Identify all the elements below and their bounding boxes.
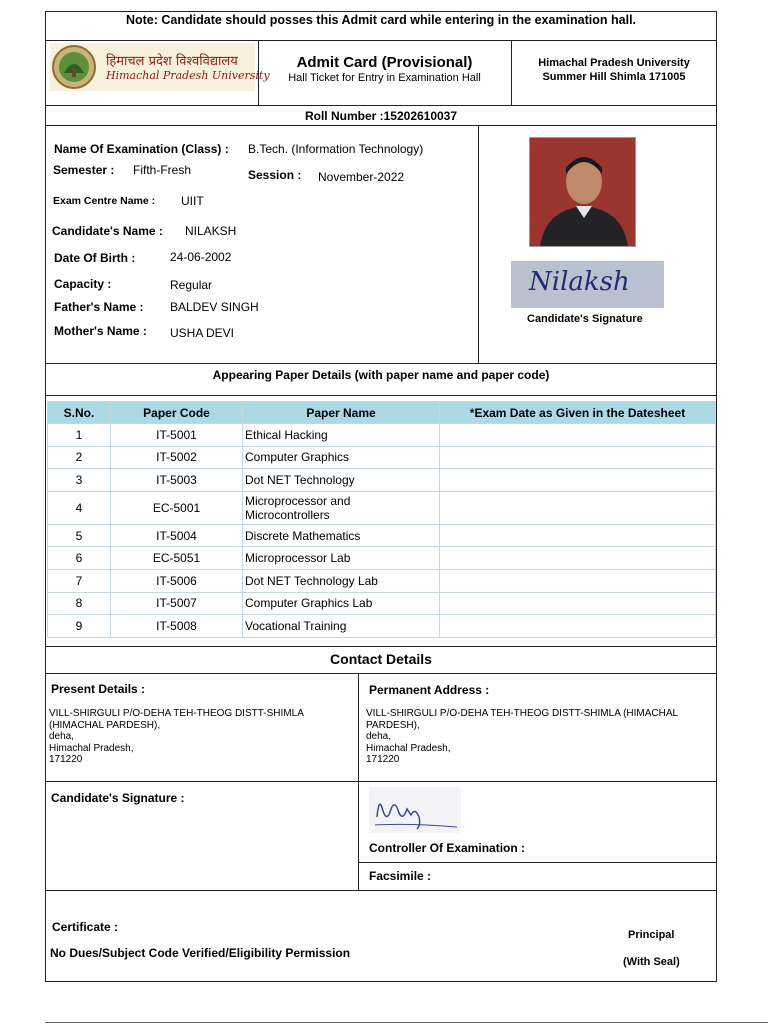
cell-name: Microprocessor Lab <box>243 547 440 570</box>
cell-code: IT-5008 <box>111 615 243 638</box>
cell-code: IT-5006 <box>111 569 243 592</box>
controller-label: Controller Of Examination : <box>369 841 526 855</box>
divider <box>45 673 717 674</box>
cell-sno: 7 <box>48 569 111 592</box>
session-label: Session : <box>248 168 302 182</box>
divider <box>478 125 479 363</box>
table-row <box>48 524 716 547</box>
cell-sno: 9 <box>48 615 111 638</box>
principal-label: Principal <box>628 929 675 941</box>
logo-english-text: Himachal Pradesh University <box>106 69 270 82</box>
cell-date <box>440 615 716 638</box>
cell-code: IT-5002 <box>111 446 243 469</box>
exam-label: Name Of Examination (Class) : <box>54 142 229 156</box>
father-name-label: Father's Name : <box>54 300 144 314</box>
divider <box>45 646 717 647</box>
father-name-value: BALDEV SINGH <box>170 300 259 314</box>
seal-label: (With Seal) <box>623 956 680 968</box>
candidate-signature-image <box>511 261 664 308</box>
signature-scribble: Nilaksh <box>529 267 630 297</box>
col-header-name: Paper Name <box>243 402 440 424</box>
signature-caption: Candidate's Signature <box>527 313 643 325</box>
capacity-label: Capacity : <box>54 277 112 291</box>
cell-name: Discrete Mathematics <box>243 524 440 547</box>
cell-sno: 3 <box>48 469 111 492</box>
certificate-text: No Dues/Subject Code Verified/Eligibility Permission <box>50 946 351 960</box>
contact-heading: Contact Details <box>330 651 432 667</box>
table-row <box>48 569 716 592</box>
emblem-icon <box>50 43 98 91</box>
cell-date <box>440 592 716 615</box>
divider <box>45 105 717 106</box>
roll-number: Roll Number :15202610037 <box>304 109 458 123</box>
cell-date <box>440 569 716 592</box>
cell-code: EC-5001 <box>111 491 243 524</box>
university-logo <box>50 43 270 91</box>
cell-name: Computer Graphics <box>243 446 440 469</box>
table-row <box>48 615 716 638</box>
dob-value: 24-06-2002 <box>170 250 232 264</box>
cell-name: Microprocessor and Microcontrollers <box>243 491 440 524</box>
table-row <box>48 491 716 524</box>
papers-table <box>47 401 716 638</box>
cell-code: IT-5001 <box>111 424 243 447</box>
cell-sno: 2 <box>48 446 111 469</box>
table-row <box>48 592 716 615</box>
cell-sno: 6 <box>48 547 111 570</box>
controller-signature-image <box>369 787 461 833</box>
present-details-label: Present Details : <box>51 682 146 696</box>
cell-sno: 8 <box>48 592 111 615</box>
semester-value: Fifth-Fresh <box>133 163 192 177</box>
table-row <box>48 424 716 447</box>
papers-heading: Appearing Paper Details (with paper name and paper code) <box>212 368 550 382</box>
col-header-date: *Exam Date as Given in the Datesheet <box>440 402 716 424</box>
certificate-label: Certificate : <box>52 920 119 934</box>
divider <box>45 890 717 891</box>
session-value: November-2022 <box>318 170 405 184</box>
facsimile-label: Facsimile : <box>369 869 432 883</box>
divider <box>45 395 717 396</box>
cell-name: Vocational Training <box>243 615 440 638</box>
logo-hindi-text: हिमाचल प्रदेश विश्वविद्यालय <box>106 54 238 69</box>
cell-date <box>440 424 716 447</box>
semester-label: Semester : <box>53 163 115 177</box>
capacity-value: Regular <box>170 278 213 292</box>
permanent-address-label: Permanent Address : <box>369 683 490 697</box>
cell-name: Dot NET Technology Lab <box>243 569 440 592</box>
centre-label: Exam Centre Name : <box>53 195 156 207</box>
university-address: Summer Hill Shimla 171005 <box>542 71 686 83</box>
cell-date <box>440 547 716 570</box>
table-row <box>48 446 716 469</box>
exam-value: B.Tech. (Information Technology) <box>248 142 424 156</box>
candidate-signature-label: Candidate's Signature : <box>51 791 185 805</box>
permanent-address: VILL-SHIRGULI P/O-DEHA TEH-THEOG DISTT-SHIMLA (HIMACHAL PARDESH), deha, Himachal Pradesh, 171220 <box>366 708 679 765</box>
cell-name: Ethical Hacking <box>243 424 440 447</box>
card-subtitle: Hall Ticket for Entry in Examination Hall <box>288 72 481 84</box>
cell-date <box>440 469 716 492</box>
cell-code: IT-5004 <box>111 524 243 547</box>
university-name: Himachal Pradesh University <box>538 57 690 69</box>
candidate-photo <box>529 137 636 247</box>
cell-code: EC-5051 <box>111 547 243 570</box>
present-address: VILL-SHIRGULI P/O-DEHA TEH-THEOG DISTT-SHIMLA (HIMACHAL PARDESH), deha, Himachal Pradesh, 171220 <box>49 708 304 765</box>
page-bottom-rule <box>45 1022 768 1023</box>
centre-value: UIIT <box>181 194 204 208</box>
dob-label: Date Of Birth : <box>54 251 136 265</box>
divider <box>45 781 717 782</box>
divider <box>45 363 717 364</box>
cell-code: IT-5003 <box>111 469 243 492</box>
cell-sno: 1 <box>48 424 111 447</box>
signature-stroke-icon <box>369 787 461 833</box>
cell-name: Dot NET Technology <box>243 469 440 492</box>
cell-date <box>440 524 716 547</box>
divider <box>45 125 717 126</box>
card-title: Admit Card (Provisional) <box>296 54 473 71</box>
cell-sno: 4 <box>48 491 111 524</box>
col-header-code: Paper Code <box>111 402 243 424</box>
mother-name-value: USHA DEVI <box>170 326 235 340</box>
divider <box>45 40 717 41</box>
cell-date <box>440 491 716 524</box>
cell-name: Computer Graphics Lab <box>243 592 440 615</box>
candidate-name-label: Candidate's Name : <box>52 224 163 238</box>
divider <box>358 862 717 863</box>
table-row <box>48 547 716 570</box>
candidate-name-value: NILAKSH <box>185 224 237 238</box>
table-header-row <box>48 402 716 424</box>
cell-date <box>440 446 716 469</box>
col-header-sno: S.No. <box>48 402 111 424</box>
note-text: Note: Candidate should posses this Admit card while entering in the examination hall. <box>125 13 637 27</box>
table-row <box>48 469 716 492</box>
person-photo-icon <box>530 138 636 247</box>
cell-code: IT-5007 <box>111 592 243 615</box>
cell-sno: 5 <box>48 524 111 547</box>
mother-name-label: Mother's Name : <box>54 324 147 338</box>
